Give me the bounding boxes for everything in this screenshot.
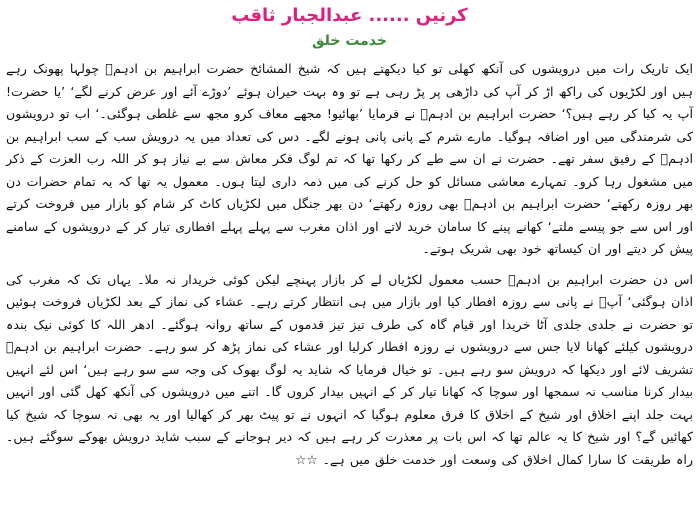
article-body [6, 58, 693, 471]
article-subtitle: خدمت خلق [312, 33, 387, 49]
paragraph-2: اس دن حضرت ابراہیم بن ادہمؒ حسب معمول لکڑیاں لے کر بازار پہنچے لیکن کوئی خریدار نہ ملا۔ یہاں تک کہ مغرب کی اذان ہوگئی‘ آپؒ نے پانی سے روزہ افطار کیا اور بازار میں ہی انتظار کرتے رہے۔ عشاء کی نماز کے بعد لکڑیاں فروخت ہوئیں تو حضرت نے جلدی جلدی آٹا خریدا اور قیام گاہ کی طرف تیز تیز قدموں کے ساتھ روانہ ہوگئے۔ ادھر اللہ کا کوئی نیک بندہ درویشوں کیلئے کھانا لایا جس سے درویشوں نے روزہ افطار کرلیا اور عشاء کی نماز پڑھ کر سو رہے۔ حضرت ابراہیم بن ادہمؒ تشریف لائے اور دیکھا کہ درویش سو رہے ہیں۔ تو خیال فرمایا کہ شاید یہ لوگ بھوک کی وجہ سے سو رہے ہیں‘ اس لئے انہیں بیدار کرنا مناسب نہ سمجھا اور سوچا کہ کھانا تیار کر کے انہیں بیدار کروں گا۔ اتنے میں درویشوں کی آنکھ کھل گئی اور انہیں بہت جلد اپنے اخلاق اور شیخ کے اخلاق کا فرق معلوم ہوگیا کہ انہوں نے تو پیٹ بھر کر کھالیا اور یہ بھی نہ سوچا کہ شیخ کیا کھائیں گے؟ اور شیخ کا یہ عالم تھا کہ اس بات پر معذرت کر رہے ہیں کہ دیر ہوجانے کے سبب شاید درویش بھوکے سوگئے ہیں۔ راہ طریقت کا سارا کمال اخلاق کی وسعت اور خدمت خلق میں ہے۔ ☆☆ [6, 271, 693, 467]
page-title: کرنیں ...... عبدالجبار ثاقب [231, 5, 468, 26]
paragraph-1: ایک تاریک رات میں درویشوں کی آنکھ کھلی تو کیا دیکھتے ہیں کہ شیخ المشائخ حضرت ابراہیم بن ادہمؒ چولہا پھونک رہے ہیں اور لکڑیوں کی راکھ اڑ کر آپ کی داڑھی پر پڑ رہی ہے تو وہ بہت حیران ہوئے ’دوڑے آئے اور عرض کرنے لگے‘ ’یا حضرت! آپ یہ کیا کر رہے ہیں؟‘ حضرت ابراہیم بن ادہمؒ نے فرمایا ’بھائیو! مجھے معاف کرو مجھ سے غلطی ہوگئی۔‘ اب تو درویشوں کی شرمندگی میں اور اضافہ ہوگیا۔ مارے شرم کے پانی پانی ہونے لگے۔ دس کی تعداد میں یہ درویش سب کے سب ابراہیم بن ادہمؒ کے رفیق سفر تھے۔ حضرت نے ان سے طے کر رکھا تھا کہ تم لوگ فکر معاش سے بے نیاز ہو کر اللہ رب العزت کے ذکر میں مشغول رہا کرو۔ تمہارے معاشی مسائل کو حل کرنے کی میں ذمہ داری لیتا ہوں۔ معمول یہ تھا کہ یہ تمام حضرات دن بھر روزہ رکھتے‘ حضرت ابراہیم بن ادہمؒ بھی روزہ رکھتے‘ دن بھر جنگل میں لکڑیاں کاٹ کر شام کو بازار میں فروخت کرتے اور اس سے جو پیسے ملتے‘ کھانے پینے کا سامان خرید لاتے اور اذان مغرب سے پہلے پہلے افطاری تیار کر کے درویشوں کے سامنے پیش کر دیتے اور ان کیساتھ خود بھی شریک ہوتے۔ [6, 61, 693, 256]
